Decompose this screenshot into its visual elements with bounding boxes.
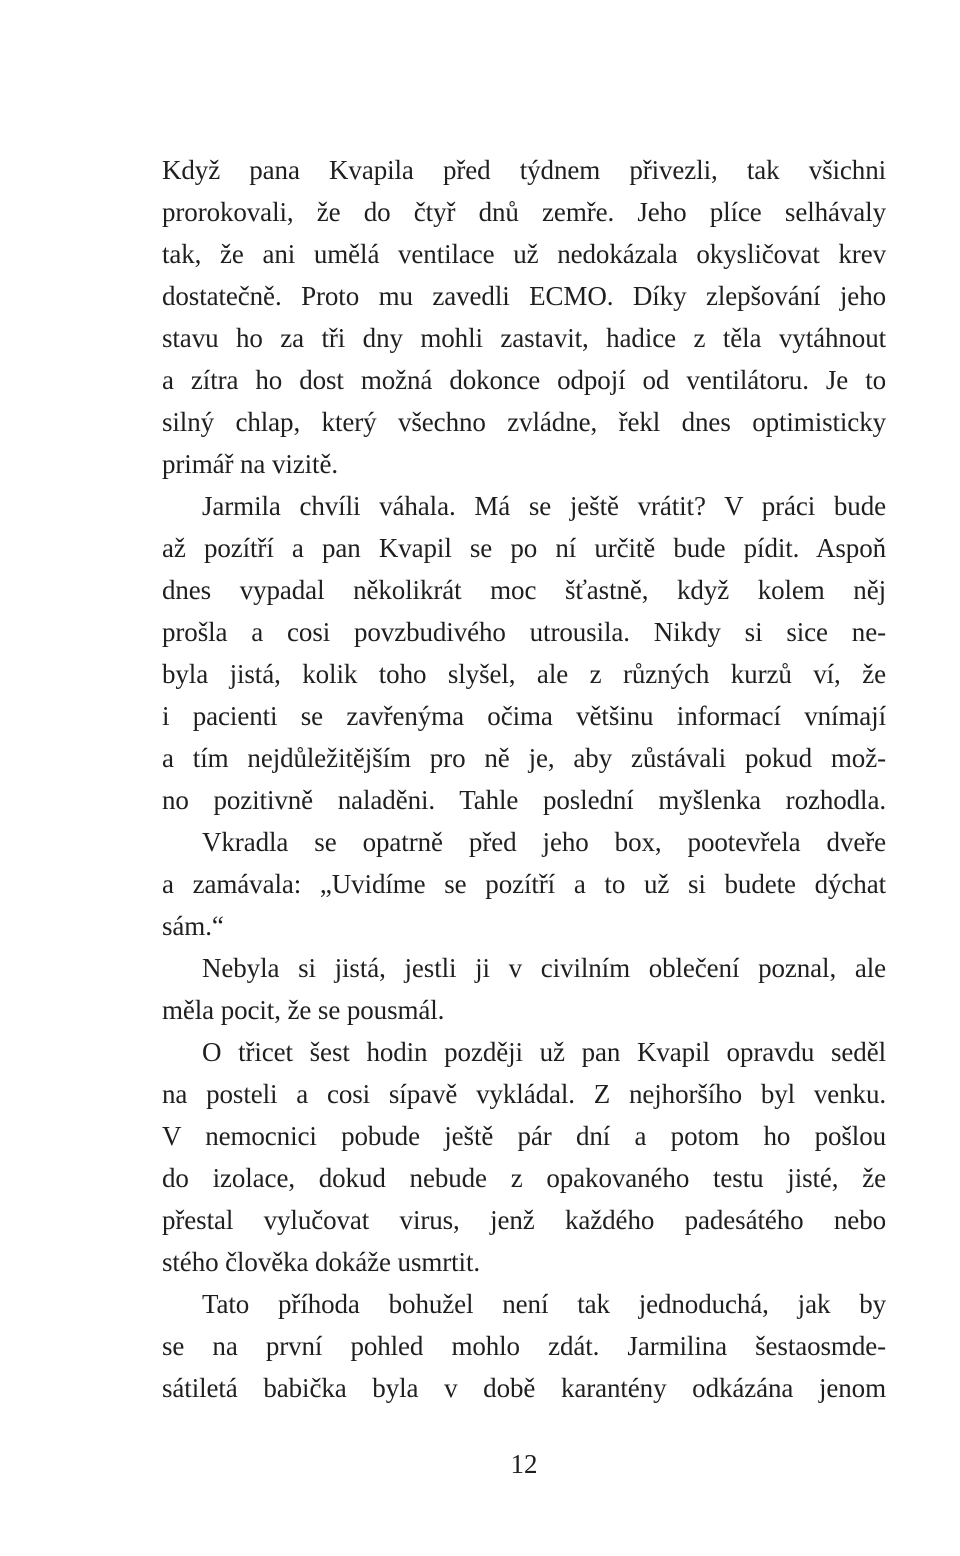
text-line: byla jistá, kolik toho slyšel, ale z různých kurzů ví, že	[162, 659, 886, 689]
text-line: dostatečně. Proto mu zavedli ECMO. Díky zlepšování jeho	[162, 281, 886, 311]
paragraph-first-line: Tato příhoda bohužel není tak jednoduchá, jak by	[202, 1289, 886, 1319]
text-line: sátiletá babička byla v době karantény odkázána jenom	[162, 1373, 886, 1403]
text-line: no pozitivně naladěni. Tahle poslední myšlenka rozhodla.	[162, 785, 886, 815]
text-line: sám.“	[162, 911, 224, 941]
paragraph-first-line: Nebyla si jistá, jestli ji v civilním oblečení poznal, ale	[202, 953, 886, 983]
text-line: i pacienti se zavřenýma očima většinu informací vnímají	[162, 701, 886, 731]
text-line: prošla a cosi povzbudivého utrousila. Nikdy si sice ne-	[162, 617, 886, 647]
text-line: stavu ho za tři dny mohli zastavit, hadice z těla vytáhnout	[162, 323, 886, 353]
text-line: a zítra ho dost možná dokonce odpojí od ventilátoru. Je to	[162, 365, 886, 395]
paragraph-first-line: O třicet šest hodin později už pan Kvapil opravdu seděl	[202, 1037, 886, 1067]
text-line: přestal vylučovat virus, jenž každého padesátého nebo	[162, 1205, 886, 1235]
text-line: do izolace, dokud nebude z opakovaného testu jisté, že	[162, 1163, 886, 1193]
body-text	[162, 149, 886, 1409]
text-line: a zamávala: „Uvidíme se pozítří a to už si budete dýchat	[162, 869, 886, 899]
paragraph-first-line: Vkradla se opatrně před jeho box, pootevřela dveře	[202, 827, 886, 857]
paragraph-first-line: Jarmila chvíli váhala. Má se ještě vrátit? V práci bude	[202, 491, 886, 521]
text-line: V nemocnici pobude ještě pár dní a potom ho pošlou	[162, 1121, 886, 1151]
text-line: Když pana Kvapila před týdnem přivezli, tak všichni	[162, 155, 886, 185]
page-number: 12	[510, 1449, 538, 1479]
text-line: tak, že ani umělá ventilace už nedokázala okysličovat krev	[162, 239, 886, 269]
text-line: měla pocit, že se pousmál.	[162, 995, 445, 1025]
text-line: stého člověka dokáže usmrtit.	[162, 1247, 481, 1277]
text-line: prorokovali, že do čtyř dnů zemře. Jeho plíce selhávaly	[162, 197, 886, 227]
text-line: primář na vizitě.	[162, 449, 338, 479]
text-line: silný chlap, který všechno zvládne, řekl dnes optimisticky	[162, 407, 886, 437]
text-line: až pozítří a pan Kvapil se po ní určitě bude pídit. Aspoň	[162, 533, 886, 563]
text-line: a tím nejdůležitějším pro ně je, aby zůstávali pokud mož-	[162, 743, 886, 773]
text-line: dnes vypadal několikrát moc šťastně, když kolem něj	[162, 575, 886, 605]
text-line: se na první pohled mohlo zdát. Jarmilina šestaosmde-	[162, 1331, 886, 1361]
text-line: na posteli a cosi sípavě vykládal. Z nejhoršího byl venku.	[162, 1079, 886, 1109]
